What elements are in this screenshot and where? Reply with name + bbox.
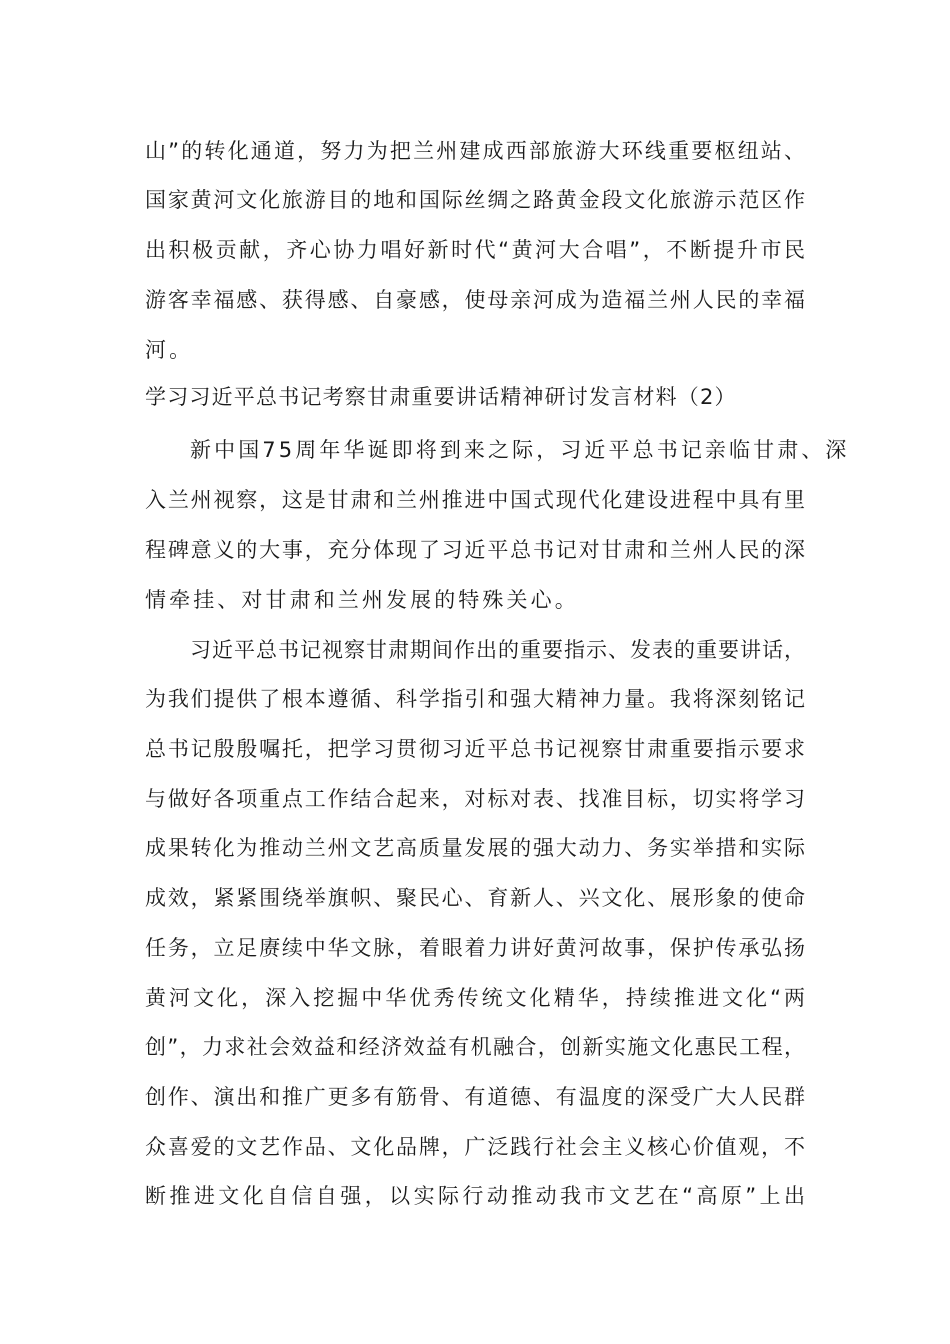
paragraph-line: 山”的转化通道，努力为把兰州建成西部旅游大环线重要枢纽站、 bbox=[145, 139, 805, 163]
paragraph-line: 众喜爱的文艺作品、文化品牌，广泛践行社会主义核心价值观，不 bbox=[145, 1135, 805, 1159]
paragraph-line: 创”，力求社会效益和经济效益有机融合，创新实施文化惠民工程， bbox=[145, 1035, 805, 1059]
paragraph-line: 河。 bbox=[145, 338, 194, 362]
paragraph-line: 入兰州视察，这是甘肃和兰州推进中国式现代化建设进程中具有里 bbox=[145, 488, 805, 512]
paragraph-line: 断推进文化自信自强，以实际行动推动我市文艺在“高原”上出 bbox=[145, 1184, 805, 1208]
paragraph-line: 与做好各项重点工作结合起来，对标对表、找准目标，切实将学习 bbox=[145, 787, 805, 811]
paragraph-line: 国家黄河文化旅游目的地和国际丝绸之路黄金段文化旅游示范区作 bbox=[145, 188, 805, 212]
paragraph-line: 黄河文化，深入挖掘中华优秀传统文化精华，持续推进文化“两 bbox=[145, 986, 805, 1010]
paragraph-line: 成效，紧紧围绕举旗帜、聚民心、育新人、兴文化、展形象的使命 bbox=[145, 886, 805, 910]
paragraph-line: 总书记殷殷嘱托，把学习贯彻习近平总书记视察甘肃重要指示要求 bbox=[145, 737, 805, 761]
paragraph-line: 出积极贡献，齐心协力唱好新时代“黄河大合唱”，不断提升市民 bbox=[145, 238, 805, 262]
paragraph-line: 游客幸福感、获得感、自豪感，使母亲河成为造福兰州人民的幸福 bbox=[145, 288, 805, 312]
paragraph-line: 情牵挂、对甘肃和兰州发展的特殊关心。 bbox=[145, 588, 579, 612]
paragraph-line: 任务，立足赓续中华文脉，着眼着力讲好黄河故事，保护传承弘扬 bbox=[145, 936, 805, 960]
paragraph-line: 为我们提供了根本遵循、科学指引和强大精神力量。我将深刻铭记 bbox=[145, 687, 805, 711]
paragraph-line: 程碑意义的大事，充分体现了习近平总书记对甘肃和兰州人民的深 bbox=[145, 538, 805, 562]
paragraph-line: 创作、演出和推广更多有筋骨、有道德、有温度的深受广大人民群 bbox=[145, 1085, 805, 1109]
paragraph-line: 成果转化为推动兰州文艺高质量发展的强大动力、务实举措和实际 bbox=[145, 836, 805, 860]
section-heading: 学习习近平总书记考察甘肃重要讲话精神研讨发言材料（2） bbox=[145, 385, 737, 409]
paragraph-line: 新中国75周年华诞即将到来之际，习近平总书记亲临甘肃、深 bbox=[190, 438, 850, 462]
paragraph-line: 习近平总书记视察甘肃期间作出的重要指示、发表的重要讲话， bbox=[190, 638, 805, 662]
